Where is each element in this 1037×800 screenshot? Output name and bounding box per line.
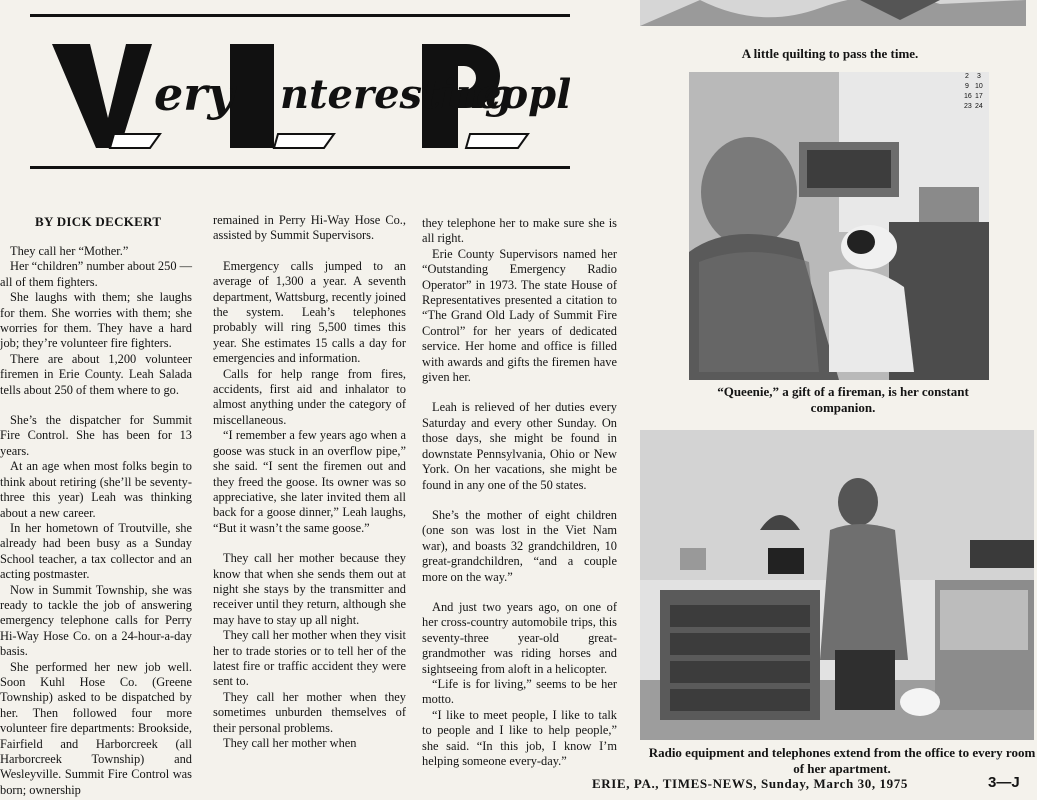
calendar-digit: 16 [964, 93, 972, 100]
paragraph: “I like to meet people, I like to talk to people and I like to help people,” she said. “In this job, I know I’m helping someone every-day.” [422, 707, 617, 768]
photo-woman-in-apartment [640, 430, 1034, 740]
paragraph: Calls for help range from fires, accidents, first aid and inhalator to almost anything under the category of miscellaneous. [213, 366, 406, 427]
calendar-digit: 10 [975, 83, 983, 90]
calendar-digit: 24 [975, 103, 983, 110]
byline: BY DICK DECKERT [35, 214, 162, 229]
paragraph: She laughs with them; she laughs for them. She worries with them; she worries for them. They have a hard job; they’re volunteer fire fighters. [0, 290, 192, 351]
paragraph: They call her mother when they visit her to trade stories or to tell her of the latest fire or traffic accident they were sent to. [213, 628, 406, 689]
article-column-3 [422, 216, 617, 769]
paragraph: they telephone her to make sure she is all right. [422, 216, 617, 246]
paragraph: She’s the mother of eight children (one son was lost in the Viet Nam war), and boasts 32 grandchildren, 10 great-grandchildren, “and a couple more on the way.” [422, 507, 617, 584]
paragraph: She performed her new job well. Soon Kuhl Hose Co. (Greene Township) asked to be dispatched by her. Then followed four more volunteer fire departments: Brookside, Fairfield and Harborcreek (all Harborcreek Township) and Wesleyville. Summit Fire Control was born; ownership [0, 659, 192, 797]
masthead-small-word-ery: ery [154, 67, 235, 121]
paragraph: At an age when most folks begin to think about retiring (she’ll be seventy-three this year) Leah was thinking about a new career. [0, 459, 192, 520]
paragraph: “I remember a few years ago when a goose was stuck in an overflow pipe,” she said. “I sent the firemen out and they freed the goose. Its owner was so appreciative, she later invited them all back for a goose dinner,” Leah laughs, “But it wasn’t the same goose.” [213, 428, 406, 535]
calendar-digit: 3 [977, 73, 981, 80]
paragraph: Erie County Supervisors named her “Outstanding Emergency Radio Operator” in 1973. The state House of Representatives presented a citation to “The Grand Old Lady of Summit Fire Control” for her years of dedicated service. Her home and office is filled with awards and gifts the firemen have given her. [422, 246, 617, 385]
paragraph: remained in Perry Hi-Way Hose Co., assisted by Summit Supervisors. [213, 213, 406, 243]
paragraph: Emergency calls jumped to an average of 1,300 a year. A seventh department, Wattsburg, recently joined the system. Leah’s telephones probably will ring 5,500 times this year. She estimates 15 calls a day for emergencies and information. [213, 258, 406, 366]
masthead-small-word-nteresting: nteresting [280, 71, 513, 118]
masthead-bottom-rule [30, 166, 570, 169]
quilting-photo-cropped [640, 0, 1026, 26]
paragraph: In her hometown of Troutville, she already had been busy as a Sunday School teacher, a tax collector and an acting postmaster. [0, 520, 192, 582]
masthead-small-word-eople: eopl [476, 71, 570, 118]
paragraph: She’s the dispatcher for Summit Fire Control. She has been for 13 years. [0, 413, 192, 458]
dateline: ERIE, PA., TIMES-NEWS, Sunday, March 30, 1975 [592, 776, 908, 791]
masthead-logo [30, 22, 570, 160]
page-number: 3—J [988, 774, 1020, 791]
article-column-2 [213, 213, 406, 751]
calendar-digit: 17 [975, 93, 983, 100]
caption-radio-equipment: Radio equipment and telephones extend from the office to every room of her apartment. [648, 745, 1036, 776]
caption-queenie: “Queenie,” a gift of a fireman, is her constant companion. [717, 384, 969, 415]
paragraph: And just two years ago, on one of her cross-country automobile trips, this seventy-three year-old great-grandmother was riding horses and sightseeing from aloft in a helicopter. [422, 599, 617, 676]
masthead-top-rule [30, 14, 570, 17]
paragraph: Her “children” number about 250 — all of them fighters. [0, 259, 193, 289]
calendar-digit: 23 [964, 103, 972, 110]
calendar-digit: 9 [965, 83, 969, 90]
calendar-digit: 2 [965, 73, 969, 80]
caption-quilting: A little quilting to pass the time. [741, 46, 919, 61]
paragraph: They call her mother when they sometimes unburden themselves of their personal problems. [213, 689, 406, 735]
paragraph: Leah is relieved of her duties every Saturday and every other Sunday. On those days, she might be found in downstate Pennsylvania, Ohio or New York. On her vacations, she might be found in any one of the 50 states. [422, 400, 617, 492]
paragraph: “Life is for living,” seems to be her motto. [422, 676, 617, 707]
paragraph: Now in Summit Township, she was ready to tackle the job of answering emergency telephone calls for Perry Hi-Way Hose Co. on a 24-hour-a-day basis. [0, 582, 192, 659]
photo-woman-with-dog [689, 72, 989, 380]
paragraph: They call her mother when [223, 736, 357, 750]
paragraph: They call her mother because they know that when she sends them out at night she stays by the transmitter and receiver until they return, although she may have to stay up all night. [213, 551, 406, 627]
paragraph: They call her “Mother.” [10, 244, 129, 258]
article-column-1 [0, 244, 192, 798]
paragraph: There are about 1,200 volunteer firemen in Erie County. Leah Salada tells about 250 of them where to go. [0, 351, 192, 397]
